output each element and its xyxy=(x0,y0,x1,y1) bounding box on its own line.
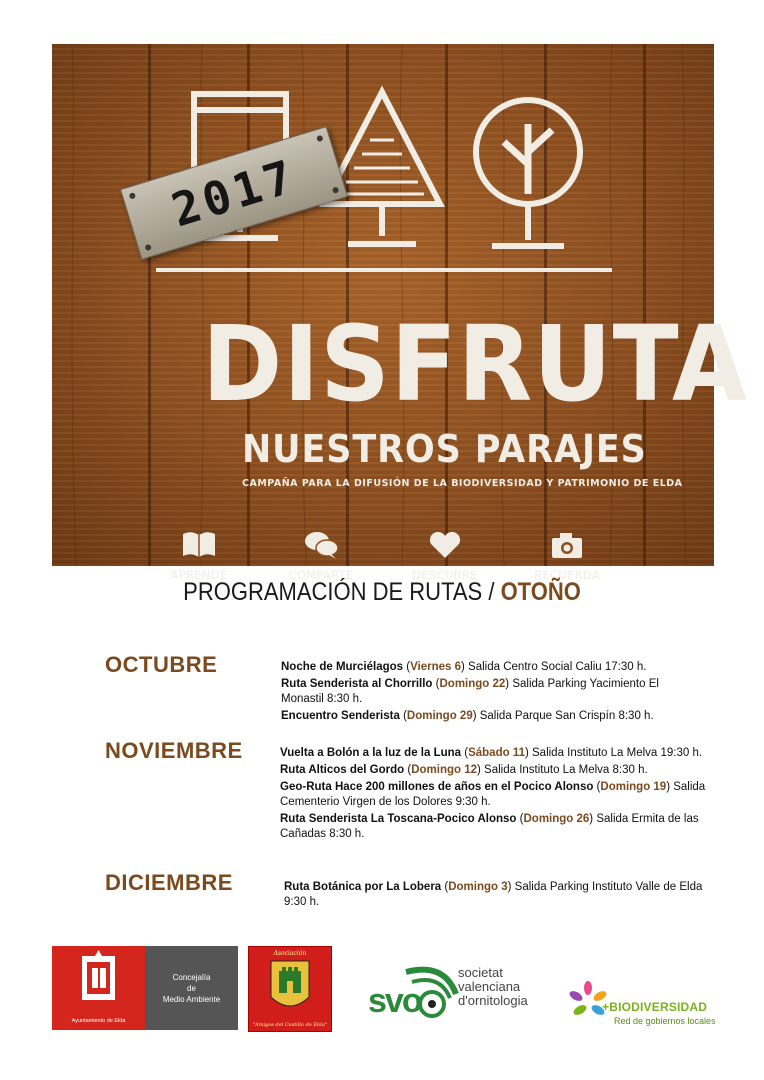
bio-subtitle: Red de gobiernos locales xyxy=(614,1016,716,1026)
elda-caption: Ayuntamiento de Elda xyxy=(71,1018,126,1024)
program-heading xyxy=(46,578,718,607)
bio-title: +BIODIVERSIDAD xyxy=(602,1000,708,1014)
program-heading-season: OTOÑO xyxy=(500,578,581,606)
crest-icon xyxy=(52,946,145,1016)
event-item: Ruta Alticos del Gordo (Domingo 12) Salida Instituto La Melva 8:30 h. xyxy=(280,764,648,776)
program-heading-main: PROGRAMACIÓN DE RUTAS / xyxy=(183,578,501,606)
month-diciembre: DICIEMBRE xyxy=(105,870,233,895)
event-item: Noche de Murciélagos (Viernes 6) Salida Centro Social Caliu 17:30 h. xyxy=(281,661,647,673)
feature-comparte xyxy=(266,530,376,582)
book-icon xyxy=(181,530,217,560)
banner-subtitle: NUESTROS PARAJES xyxy=(242,427,647,471)
logo-biodiversidad xyxy=(568,980,728,1032)
campaign-banner xyxy=(52,44,748,582)
feature-label: COMPARTE xyxy=(288,568,354,582)
feature-recuerda xyxy=(512,530,622,582)
events-diciembre xyxy=(284,880,724,912)
castle-crest-icon xyxy=(249,947,331,1031)
event-item: Ruta Senderista La Toscana-Pocico Alonso (Domingo 26) Salida Ermita de las Cañadas 8:30 h. xyxy=(280,813,699,840)
elda-crest xyxy=(52,946,145,1030)
month-octubre: OCTUBRE xyxy=(105,652,218,677)
events-octubre xyxy=(281,660,721,726)
feature-descubre xyxy=(390,530,500,582)
logo-ayuntamiento-elda xyxy=(52,946,238,1030)
event-item: Vuelta a Bolón a la luz de la Luna (Sábado 11) Salida Instituto La Melva 19:30 h. xyxy=(280,747,703,759)
svo-text: societat valenciana d'ornitologia xyxy=(458,965,528,1008)
elda-department: Concejalía de Medio Ambiente xyxy=(145,946,238,1030)
speech-bubbles-icon xyxy=(303,530,339,560)
logo-asociacion-castillo xyxy=(248,946,332,1032)
feature-label: RECUERDA xyxy=(534,568,600,582)
pine-tree-icon xyxy=(324,92,440,244)
year-label: 2017 xyxy=(165,148,303,238)
month-noviembre: NOVIEMBRE xyxy=(105,738,243,763)
feature-aprende xyxy=(144,530,254,582)
events-noviembre xyxy=(280,746,720,844)
round-tree-icon xyxy=(476,100,580,246)
event-item: Ruta Botánica por La Lobera (Domingo 3) Salida Parking Instituto Valle de Elda 9:30 h. xyxy=(284,881,703,908)
heart-icon xyxy=(427,530,463,560)
banner-title: DISFRUTA xyxy=(202,303,748,425)
camera-icon xyxy=(549,530,585,560)
event-item: Geo-Ruta Hace 200 millones de años en el Pocico Alonso (Domingo 19) Salida Cementerio Virgen de los Dolores 9:30 h. xyxy=(280,781,706,808)
event-item: Ruta Senderista al Chorrillo (Domingo 22) Salida Parking Yacimiento El Monastil 8:30 h. xyxy=(281,678,659,705)
assoc-bottom-text: "Amigos del Castillo de Elda" xyxy=(252,1022,328,1028)
campaign-line: CAMPAÑA PARA LA DIFUSIÓN DE LA BIODIVERSIDAD Y PATRIMONIO DE ELDA xyxy=(242,478,683,489)
svo-mark: svo xyxy=(368,982,421,1020)
event-item: Encuentro Senderista (Domingo 29) Salida Parque San Crispín 8:30 h. xyxy=(281,710,654,722)
feature-label: APRENDE xyxy=(170,568,228,582)
logo-svo xyxy=(366,964,556,1026)
assoc-top-text: Asociación xyxy=(273,950,307,957)
feature-label: DESCUBRE xyxy=(412,568,478,582)
